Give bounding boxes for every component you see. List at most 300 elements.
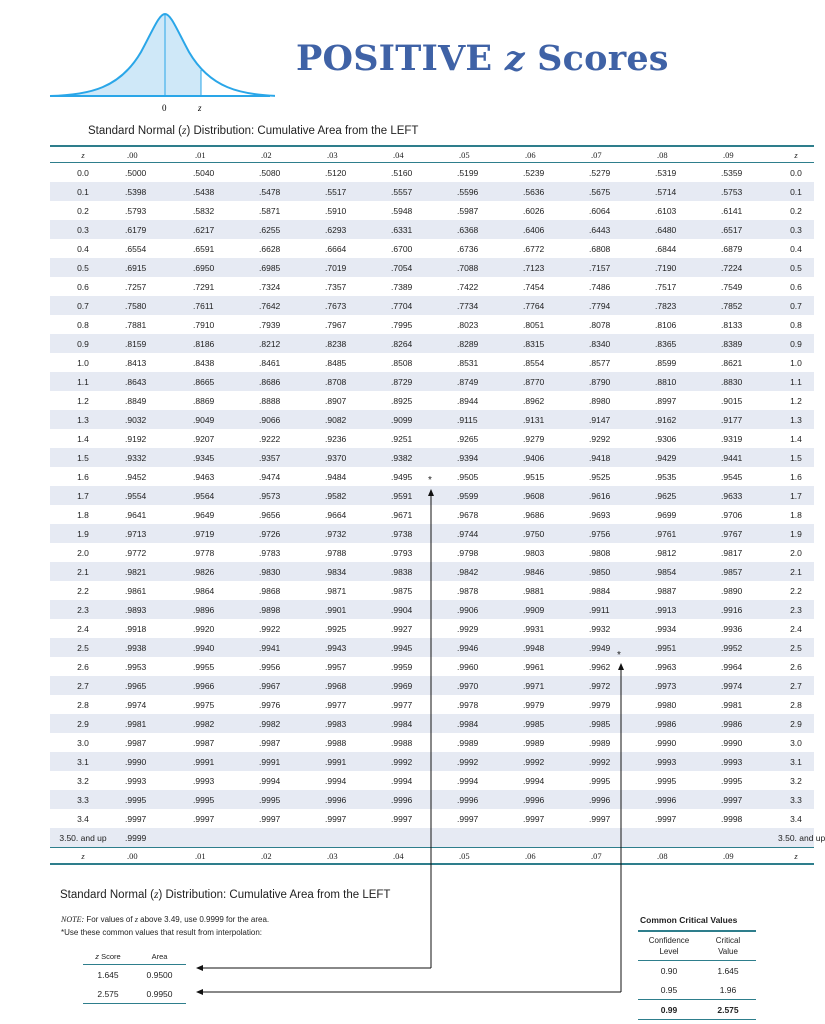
note-line-1: NOTE: For values of z above 3.49, use 0.9999 for the area. <box>61 915 270 924</box>
table-cell: .5080 <box>259 167 281 178</box>
table-cell: .9925 <box>325 623 347 634</box>
table-cell: .9972 <box>580 676 646 695</box>
table-cell <box>448 828 514 848</box>
table-cell: .9977 <box>391 699 413 710</box>
table-cell: .9979 <box>589 699 611 710</box>
table-cell: .7088 <box>448 258 514 277</box>
row-z-label-right: 1.6 <box>790 471 802 482</box>
table-cell: .5793 <box>125 205 147 216</box>
interpolation-asterisk: * <box>428 475 432 486</box>
row-z-label-right: 1.2 <box>790 395 802 406</box>
table-cell: .9554 <box>116 486 184 505</box>
header-bottom-col: .01 <box>184 848 250 865</box>
table-row <box>50 467 814 486</box>
crit-col-confidence: Confidence Level <box>638 931 700 961</box>
table-cell: .9649 <box>193 509 215 520</box>
table-cell: .9812 <box>655 547 677 558</box>
row-z-label: 0.4 <box>77 243 89 254</box>
table-cell: .9332 <box>116 448 184 467</box>
row-z-label-right: 0.5 <box>778 258 814 277</box>
table-cell <box>316 828 382 848</box>
critical-header <box>638 931 756 961</box>
table-row <box>50 239 814 258</box>
table-cell: .9994 <box>457 775 479 786</box>
table-cell: .6772 <box>523 243 545 254</box>
table-cell: .9049 <box>184 410 250 429</box>
table-cell: .6443 <box>580 220 646 239</box>
table-cell: .9887 <box>655 585 677 596</box>
table-cell: .7224 <box>712 258 778 277</box>
table-cell: .8133 <box>721 319 743 330</box>
crit-value: 1.645 <box>717 965 739 976</box>
table-cell: .8159 <box>116 334 184 353</box>
table-cell: .9962 <box>589 661 611 672</box>
table-cell: .9573 <box>250 486 316 505</box>
table-row <box>50 790 814 809</box>
table-cell: .9955 <box>193 661 215 672</box>
table-cell: .9998 <box>721 813 743 824</box>
table-cell: .9484 <box>325 471 347 482</box>
table-cell: .6808 <box>589 243 611 254</box>
table-caption-top: Standard Normal (z) Distribution: Cumulative Area from the LEFT <box>88 125 419 137</box>
row-z-label-right: 1.1 <box>778 372 814 391</box>
table-cell: .9846 <box>514 562 580 581</box>
row-z-label: 3.3 <box>50 790 116 809</box>
table-cell: .7549 <box>721 281 743 292</box>
table-cell: .9938 <box>116 638 184 657</box>
table-cell: .9625 <box>646 486 712 505</box>
interp-area: 0.9950 <box>133 984 186 1004</box>
table-row <box>50 258 814 277</box>
row-z-label-right: 1.9 <box>778 524 814 543</box>
row-z-label: 0.7 <box>50 296 116 315</box>
table-cell: .9985 <box>514 714 580 733</box>
table-cell: .9994 <box>523 775 545 786</box>
header-bottom-col: .06 <box>514 848 580 865</box>
table-cell: .8925 <box>391 395 413 406</box>
table-cell: .9082 <box>316 410 382 429</box>
table-row <box>50 505 814 524</box>
table-cell: .9678 <box>457 509 479 520</box>
table-cell: .7910 <box>193 319 215 330</box>
table-cell: .6844 <box>655 243 677 254</box>
table-cell: .9854 <box>646 562 712 581</box>
crit-value: 2.575 <box>700 1000 756 1020</box>
table-cell: .9997 <box>523 813 545 824</box>
header-top-z-label: z <box>50 146 116 163</box>
table-row <box>50 695 814 714</box>
table-cell: .8997 <box>655 395 677 406</box>
table-cell: .8023 <box>457 319 479 330</box>
table-cell: .9985 <box>580 714 646 733</box>
table-cell: .7054 <box>382 258 448 277</box>
table-cell: .8315 <box>514 334 580 353</box>
table-cell: .7881 <box>125 319 147 330</box>
row-z-label: 2.8 <box>77 699 89 710</box>
row-z-label: 0.1 <box>50 182 116 201</box>
table-cell: .8790 <box>580 372 646 391</box>
table-cell: .9974 <box>125 699 147 710</box>
table-cell: .9706 <box>721 509 743 520</box>
row-z-label-right: 2.6 <box>790 661 802 672</box>
table-cell: .5517 <box>316 182 382 201</box>
table-cell: .7123 <box>514 258 580 277</box>
table-row <box>50 486 814 505</box>
table-cell: .9878 <box>457 585 479 596</box>
table-cell: .6700 <box>391 243 413 254</box>
table-cell: .9991 <box>316 752 382 771</box>
table-cell: .9982 <box>250 714 316 733</box>
table-cell: .9971 <box>514 676 580 695</box>
table-cell: .7734 <box>448 296 514 315</box>
table-cell: .7190 <box>646 258 712 277</box>
table-cell: .5714 <box>646 182 712 201</box>
table-cell: .9956 <box>259 661 281 672</box>
table-cell: .9991 <box>184 752 250 771</box>
page-title: POSITIVE z Scores <box>296 38 669 79</box>
table-cell: .7794 <box>580 296 646 315</box>
table-cell: .9960 <box>457 661 479 672</box>
table-cell: .9756 <box>580 524 646 543</box>
table-cell: .7019 <box>316 258 382 277</box>
table-cell: .7291 <box>193 281 215 292</box>
table-cell: .9115 <box>448 410 514 429</box>
table-cell: .6950 <box>184 258 250 277</box>
table-cell <box>646 828 712 848</box>
table-cell: .8186 <box>184 334 250 353</box>
row-z-label-right: 0.9 <box>778 334 814 353</box>
table-cell: .8980 <box>589 395 611 406</box>
row-z-label: 2.3 <box>50 600 116 619</box>
table-cell: .9988 <box>391 737 413 748</box>
table-cell: .9978 <box>457 699 479 710</box>
table-cell: .8729 <box>382 372 448 391</box>
header-top-z-label-right: z <box>778 146 814 163</box>
critical-values-title: Common Critical Values <box>640 915 738 925</box>
table-cell: .6736 <box>457 243 479 254</box>
table-cell: .8106 <box>655 319 677 330</box>
table-cell: .9761 <box>646 524 712 543</box>
row-z-label-right: 0.1 <box>778 182 814 201</box>
table-cell: .9778 <box>193 547 215 558</box>
row-z-label: 1.1 <box>50 372 116 391</box>
table-cell: .9969 <box>382 676 448 695</box>
table-cell: .9726 <box>250 524 316 543</box>
row-z-label-right: 0.0 <box>790 167 802 178</box>
table-cell: .9817 <box>721 547 743 558</box>
table-cell <box>250 828 316 848</box>
row-z-label: 2.2 <box>77 585 89 596</box>
row-z-label: 2.9 <box>50 714 116 733</box>
table-cell: .9999 <box>116 828 184 848</box>
table-cell: .9986 <box>646 714 712 733</box>
header-bottom-col: .09 <box>712 848 778 865</box>
table-cell: .6179 <box>116 220 184 239</box>
table-cell: .9934 <box>655 623 677 634</box>
table-cell: .9564 <box>184 486 250 505</box>
table-row <box>50 182 814 201</box>
table-cell: .9984 <box>448 714 514 733</box>
table-cell: .8599 <box>655 357 677 368</box>
row-z-label: 1.4 <box>77 433 89 444</box>
table-cell: .6331 <box>382 220 448 239</box>
table-cell: .9987 <box>125 737 147 748</box>
table-cell: .9979 <box>523 699 545 710</box>
row-z-label: 0.2 <box>77 205 89 216</box>
table-cell <box>382 828 448 848</box>
table-row <box>50 543 814 562</box>
table-cell <box>184 828 250 848</box>
table-cell: .9406 <box>514 448 580 467</box>
table-cell: .9909 <box>514 600 580 619</box>
interp-area: 0.9500 <box>146 969 173 980</box>
row-z-label-right: 0.6 <box>790 281 802 292</box>
table-cell: .9932 <box>589 623 611 634</box>
table-cell: .9890 <box>721 585 743 596</box>
table-row <box>50 619 814 638</box>
header-bottom-col: .08 <box>646 848 712 865</box>
interp-row <box>83 984 186 1004</box>
table-cell: .9997 <box>325 813 347 824</box>
row-z-label: 2.4 <box>77 623 89 634</box>
table-row <box>50 600 814 619</box>
critical-row <box>638 980 756 1000</box>
row-z-label: 1.6 <box>77 471 89 482</box>
row-z-label-right: 2.9 <box>778 714 814 733</box>
crit-col-value: Critical Value <box>700 931 756 961</box>
table-cell: .6103 <box>655 205 677 216</box>
table-cell: .5596 <box>448 182 514 201</box>
row-z-label-right: 3.4 <box>790 813 802 824</box>
table-cell: .9996 <box>382 790 448 809</box>
row-z-label: 1.8 <box>77 509 89 520</box>
table-cell: .9732 <box>316 524 382 543</box>
table-row <box>50 638 814 657</box>
table-cell: .9995 <box>184 790 250 809</box>
table-cell: .9881 <box>523 585 545 596</box>
table-cell: .9015 <box>721 395 743 406</box>
row-z-label: 0.9 <box>50 334 116 353</box>
table-cell: .5199 <box>457 167 479 178</box>
table-cell: .8340 <box>580 334 646 353</box>
table-cell: .9989 <box>457 737 479 748</box>
row-z-label-right: 2.1 <box>778 562 814 581</box>
table-cell: .9973 <box>646 676 712 695</box>
table-cell: .9830 <box>250 562 316 581</box>
row-z-label: 0.8 <box>77 319 89 330</box>
table-cell: .9997 <box>259 813 281 824</box>
table-cell: .9904 <box>382 600 448 619</box>
table-cell: .9977 <box>325 699 347 710</box>
table-cell: .9916 <box>712 600 778 619</box>
row-z-label-right: 0.2 <box>790 205 802 216</box>
table-cell: .9788 <box>325 547 347 558</box>
table-cell: .8907 <box>325 395 347 406</box>
table-cell: .8810 <box>646 372 712 391</box>
table-cell: .6879 <box>721 243 743 254</box>
table-cell: .5557 <box>382 182 448 201</box>
table-row <box>50 163 814 183</box>
z-score-table <box>50 145 825 865</box>
table-cell: .9976 <box>259 699 281 710</box>
table-cell: .9834 <box>316 562 382 581</box>
interp-col-zscore: z Score <box>83 949 133 965</box>
table-cell: .9474 <box>259 471 281 482</box>
table-cell: .7704 <box>382 296 448 315</box>
table-cell: .9319 <box>721 433 743 444</box>
table-cell: .5398 <box>116 182 184 201</box>
table-cell: .9992 <box>514 752 580 771</box>
table-cell: .8238 <box>316 334 382 353</box>
table-cell: .9974 <box>712 676 778 695</box>
table-cell: .9997 <box>391 813 413 824</box>
row-z-label-right: 0.8 <box>790 319 802 330</box>
table-cell: .9793 <box>391 547 413 558</box>
row-z-label-right: 1.7 <box>778 486 814 505</box>
table-cell: .7517 <box>655 281 677 292</box>
table-cell: .9394 <box>448 448 514 467</box>
table-cell: .9147 <box>580 410 646 429</box>
row-z-label: 3.0 <box>77 737 89 748</box>
interp-z: 2.575 <box>83 984 133 1004</box>
table-cell: .9608 <box>514 486 580 505</box>
table-cell: .9803 <box>523 547 545 558</box>
table-cell: .9995 <box>589 775 611 786</box>
table-cell: .9772 <box>125 547 147 558</box>
row-z-label-right: 2.2 <box>790 585 802 596</box>
table-cell: .9131 <box>514 410 580 429</box>
table-cell: .5871 <box>259 205 281 216</box>
table-cell: .9236 <box>325 433 347 444</box>
row-z-label: 2.7 <box>50 676 116 695</box>
row-z-label: 2.6 <box>77 661 89 672</box>
table-cell: .7389 <box>391 281 413 292</box>
table-cell: .7852 <box>712 296 778 315</box>
table-row <box>50 372 814 391</box>
table-cell: .9995 <box>250 790 316 809</box>
table-cell: .9744 <box>448 524 514 543</box>
row-z-label-right: 2.8 <box>790 699 802 710</box>
row-z-label: 3.4 <box>77 813 89 824</box>
table-cell: .6064 <box>589 205 611 216</box>
table-cell: .7611 <box>184 296 250 315</box>
table-cell: .9901 <box>316 600 382 619</box>
table-cell: .8508 <box>391 357 413 368</box>
table-cell: .9591 <box>382 486 448 505</box>
table-row <box>50 562 814 581</box>
table-cell: .9750 <box>514 524 580 543</box>
table-cell: .9664 <box>325 509 347 520</box>
row-z-label-right: 1.8 <box>790 509 802 520</box>
table-cell: .9990 <box>721 737 743 748</box>
header-bottom-z-label: z <box>50 848 116 865</box>
table-cell: .7357 <box>325 281 347 292</box>
table-cell: .9959 <box>391 661 413 672</box>
table-row <box>50 220 814 239</box>
interp-row <box>83 965 186 985</box>
normal-curve-graphic <box>45 0 275 120</box>
table-cell: .9993 <box>712 752 778 771</box>
header-top-col: .08 <box>646 146 712 163</box>
table-cell: .7764 <box>514 296 580 315</box>
table-cell: .7939 <box>259 319 281 330</box>
table-cell: .9992 <box>580 752 646 771</box>
row-z-label-right: 1.5 <box>778 448 814 467</box>
table-cell <box>514 828 580 848</box>
table-cell: .5675 <box>580 182 646 201</box>
row-z-label: 1.5 <box>50 448 116 467</box>
table-cell: .9965 <box>116 676 184 695</box>
table-cell: .9986 <box>712 714 778 733</box>
table-cell: .9945 <box>382 638 448 657</box>
header-top-col: .02 <box>250 146 316 163</box>
row-z-label: 0.5 <box>50 258 116 277</box>
crit-level: 0.90 <box>660 965 678 976</box>
table-row <box>50 296 814 315</box>
table-cell: .9495 <box>391 471 413 482</box>
row-z-label-right: 1.0 <box>790 357 802 368</box>
table-cell: .9948 <box>514 638 580 657</box>
header-top-col: .01 <box>184 146 250 163</box>
table-cell: .9929 <box>457 623 479 634</box>
table-cell: .9599 <box>448 486 514 505</box>
table-cell: .6517 <box>712 220 778 239</box>
table-cell: .8289 <box>448 334 514 353</box>
header-top-col: .04 <box>382 146 448 163</box>
row-z-label-right: 3.50. and up <box>778 828 814 848</box>
table-cell: .9875 <box>391 585 413 596</box>
table-cell: .8665 <box>184 372 250 391</box>
interpolation-header <box>83 949 186 965</box>
row-z-label: 2.5 <box>50 638 116 657</box>
table-cell: .9996 <box>514 790 580 809</box>
critical-row <box>638 961 756 981</box>
table-cell: .9918 <box>125 623 147 634</box>
row-z-label: 3.50. and up <box>50 828 116 848</box>
table-cell: .5948 <box>391 205 413 216</box>
table-cell: .9996 <box>316 790 382 809</box>
table-cell: .9989 <box>523 737 545 748</box>
curve-label-zero: 0 <box>162 103 167 113</box>
table-cell: .5040 <box>193 167 215 178</box>
table-cell: .7486 <box>589 281 611 292</box>
table-cell: .9279 <box>523 433 545 444</box>
table-cell: .9505 <box>457 471 479 482</box>
header-bottom-col: .00 <box>116 848 184 865</box>
table-cell: .9838 <box>382 562 448 581</box>
table-cell: .8485 <box>325 357 347 368</box>
table-cell: .9857 <box>712 562 778 581</box>
row-z-label-right: 1.3 <box>778 410 814 429</box>
crit-level: 0.95 <box>638 980 700 1000</box>
table-cell: .9980 <box>655 699 677 710</box>
table-cell: .6480 <box>646 220 712 239</box>
row-z-label-right: 2.4 <box>790 623 802 634</box>
table-row <box>50 733 814 752</box>
table-cell: .9997 <box>712 790 778 809</box>
table-cell: .9994 <box>391 775 413 786</box>
table-cell: .5359 <box>721 167 743 178</box>
table-cell: .8389 <box>712 334 778 353</box>
table-cell: .9032 <box>116 410 184 429</box>
header-top-col: .05 <box>448 146 514 163</box>
table-row <box>50 752 814 771</box>
table-cell: .9370 <box>316 448 382 467</box>
table-row <box>50 410 814 429</box>
interp-z: 1.645 <box>97 969 119 980</box>
table-cell: .9222 <box>259 433 281 444</box>
table-cell: .9357 <box>250 448 316 467</box>
